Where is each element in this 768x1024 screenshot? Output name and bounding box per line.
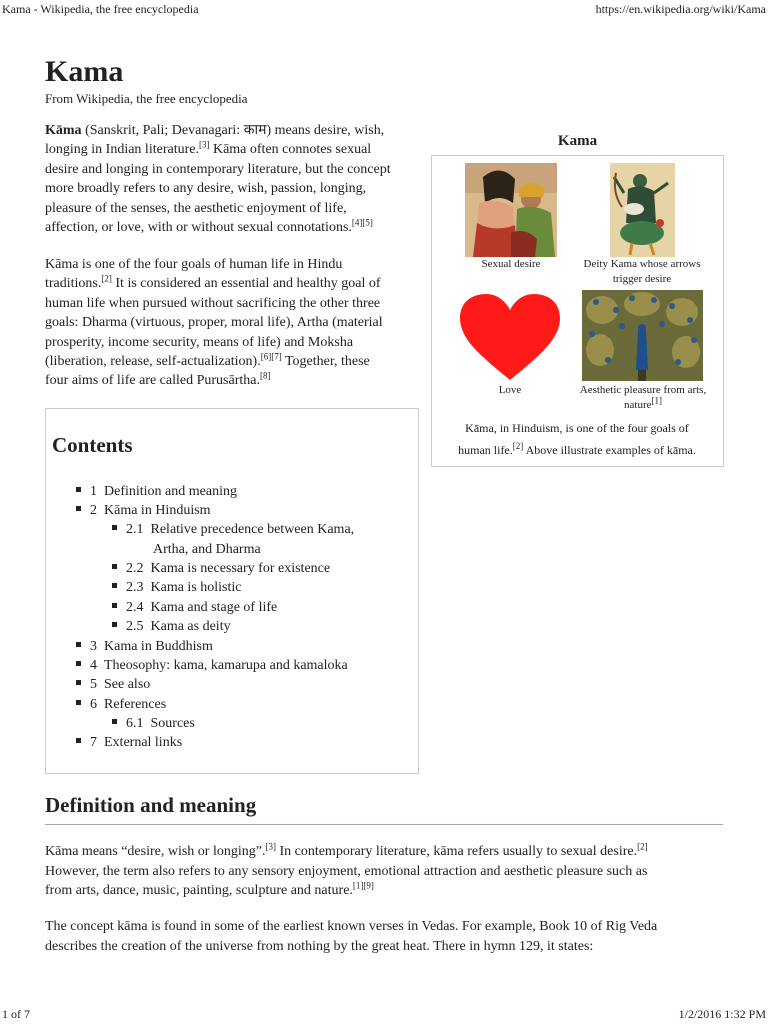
toc-text: Theosophy: kama, kamarupa and kamaloka (104, 658, 348, 673)
page-number: 1 of 7 (2, 1007, 30, 1021)
toc-item[interactable] (76, 695, 166, 715)
bullet-icon (112, 719, 117, 724)
caption-text: Above illustrate examples of kāma. (523, 443, 696, 457)
toc-item[interactable] (112, 617, 231, 637)
bullet-icon (76, 700, 81, 705)
infobox-title: Kama (557, 133, 598, 149)
para-line: goals: Dharma (virtuous, proper, moral life), Artha (material (45, 315, 383, 331)
toc-number: 5 (90, 677, 97, 692)
toc-number: 4 (90, 658, 97, 673)
bullet-icon (112, 564, 117, 569)
page-subtitle: From Wikipedia, the free encyclopedia (45, 91, 248, 106)
definition-paragraph (45, 842, 725, 901)
peacock-image[interactable] (582, 290, 703, 381)
para-line (45, 842, 725, 862)
caption-line: Kāma, in Hinduism, is one of the four goals of (465, 421, 689, 435)
toc-number: 1 (90, 484, 97, 499)
intro-line-1 (45, 121, 417, 140)
toc-item[interactable] (112, 598, 277, 618)
toc-number: 2.5 (126, 619, 144, 634)
bullet-icon (76, 642, 81, 647)
para-text: Together, these (281, 354, 370, 370)
para-line: The concept kāma is found in some of the earliest known verses in Vedas. For example, Book 10 of Rig Veda (45, 919, 658, 934)
citation-link[interactable]: [1] (651, 395, 662, 406)
intro-line-4: more broadly refers to any desire, wish, passion, longing, (45, 181, 367, 197)
toc-text: Sources (150, 716, 195, 731)
intro-line-2 (45, 140, 417, 159)
image-label-text: Aesthetic pleasure from arts, nature (579, 384, 707, 411)
toc-item[interactable] (112, 714, 195, 734)
para-line (45, 371, 417, 390)
bullet-icon (76, 680, 81, 685)
para-text: In contemporary literature, kāma refers usually to sexual desire. (275, 844, 638, 859)
para-text: It is considered an essential and healthy goal of (111, 276, 381, 292)
citation-link[interactable]: [8] (259, 370, 271, 381)
para-text: traditions. (45, 276, 102, 292)
intro-line-6 (45, 218, 417, 237)
toc-text: Relative precedence between Kama, (150, 522, 355, 537)
citation-link[interactable]: [3] (265, 841, 276, 852)
table-of-contents (45, 408, 419, 774)
browser-tab-title: Kama - Wikipedia, the free encyclopedia (2, 2, 199, 16)
section-divider (45, 824, 723, 825)
couple-painting-icon (465, 163, 557, 257)
toc-item[interactable] (112, 559, 330, 579)
toc-item[interactable] (112, 520, 354, 540)
toc-item[interactable] (76, 733, 182, 753)
toc-number: 7 (90, 735, 97, 750)
goals-paragraph (45, 255, 417, 391)
citation-link[interactable]: [3] (198, 139, 210, 150)
toc-item[interactable] (112, 578, 242, 598)
intro-text: longing in Indian literature. (45, 142, 199, 158)
toc-item-continued[interactable] (153, 540, 261, 560)
citation-link[interactable]: [4][5] (351, 217, 373, 228)
toc-number: 2.1 (126, 522, 144, 537)
para-line: However, the term also refers to any sensory enjoyment, emotional attraction and aesthetic pleasure such as (45, 863, 648, 879)
para-line: prosperity, income security, means of life) and Moksha (45, 334, 354, 350)
intro-paragraph (45, 121, 417, 237)
toc-number: 2.2 (126, 561, 144, 576)
term-bold: Kāma (45, 123, 82, 138)
peacock-icon (582, 290, 703, 381)
toc-number: 6.1 (126, 716, 144, 731)
caption-text: human life. (458, 443, 513, 457)
toc-number: 2.3 (126, 580, 144, 595)
para-line (45, 274, 417, 293)
toc-text: References (104, 697, 167, 712)
para-line (45, 881, 725, 901)
toc-title: Contents (52, 433, 133, 457)
toc-number: 3 (90, 639, 97, 654)
citation-link[interactable]: [1][9] (352, 880, 374, 891)
toc-text: Kama is necessary for existence (150, 561, 331, 576)
caption-line (436, 439, 718, 461)
bullet-icon (112, 583, 117, 588)
bullet-icon (76, 661, 81, 666)
section-heading: Definition and meaning (45, 793, 257, 817)
toc-text: Kama as deity (150, 619, 231, 634)
image-label: Deity Kama whose arrows trigger desire (583, 258, 701, 285)
para-text: Kāma means “desire, wish or longing”. (45, 844, 266, 859)
para-line: human life when pursued without sacrificing the other three (45, 295, 381, 311)
intro-text: Kāma often connotes sexual (209, 142, 372, 158)
para-line (45, 352, 417, 371)
infobox-caption (436, 417, 718, 461)
bullet-icon (112, 525, 117, 530)
para-text: (liberation, release, self-actualization). (45, 354, 261, 370)
bullet-icon (76, 506, 81, 511)
toc-item[interactable] (76, 501, 211, 521)
toc-text: Definition and meaning (104, 484, 237, 499)
toc-text: See also (104, 677, 151, 692)
print-datetime: 1/2/2016 1:32 PM (678, 1007, 766, 1021)
para-line: describes the creation of the universe from nothing by the great heat. There in hymn 129, it states: (45, 938, 594, 954)
bullet-icon (112, 603, 117, 608)
toc-text: Kama is holistic (150, 580, 242, 595)
page-url[interactable]: https://en.wikipedia.org/wiki/Kama (595, 2, 766, 16)
vedas-paragraph (45, 917, 725, 956)
toc-item[interactable] (76, 675, 150, 695)
para-line: Kāma is one of the four goals of human life in Hindu (45, 257, 343, 272)
bullet-icon (76, 738, 81, 743)
intro-text: affection, or love, with or without sexual connotations. (45, 220, 352, 236)
couple-painting-image[interactable] (465, 163, 557, 257)
toc-number: 6 (90, 697, 97, 712)
bullet-icon (112, 622, 117, 627)
citation-link[interactable]: [2] (512, 441, 524, 451)
toc-text: Artha, and Dharma (153, 542, 261, 557)
toc-text: Kāma in Hinduism (104, 503, 211, 518)
red-heart-icon (458, 292, 562, 384)
toc-text: Kama and stage of life (150, 600, 278, 615)
toc-text: External links (104, 735, 183, 750)
toc-text: Kama in Buddhism (104, 639, 213, 654)
page-title: Kama (45, 55, 124, 88)
image-label: Sexual desire (481, 258, 541, 270)
citation-link[interactable]: [2] (101, 273, 112, 284)
citation-link[interactable]: [2] (637, 841, 648, 852)
image-label: Love (498, 384, 522, 396)
intro-line-3: desire and longing in contemporary literature, but the concept (45, 161, 391, 177)
intro-line-5: pleasure of the senses, the aesthetic enjoyment of life, (45, 200, 347, 216)
citation-link[interactable]: [6][7] (260, 351, 282, 362)
deity-kama-icon (610, 163, 675, 257)
red-heart-image[interactable] (458, 292, 562, 384)
toc-number: 2 (90, 503, 97, 518)
para-text: four aims of life are called Purusārtha. (45, 373, 260, 389)
para-text: from arts, dance, music, painting, sculpture and nature. (45, 883, 353, 898)
toc-item[interactable] (76, 656, 348, 676)
toc-number: 2.4 (126, 600, 144, 615)
bullet-icon (76, 487, 81, 492)
intro-text: (Sanskrit, Pali; Devanagari: काम) means desire, wish, (81, 123, 385, 138)
toc-item[interactable] (76, 482, 237, 502)
deity-kama-image[interactable] (610, 163, 675, 257)
toc-item[interactable] (76, 637, 213, 657)
image-label (578, 383, 708, 413)
